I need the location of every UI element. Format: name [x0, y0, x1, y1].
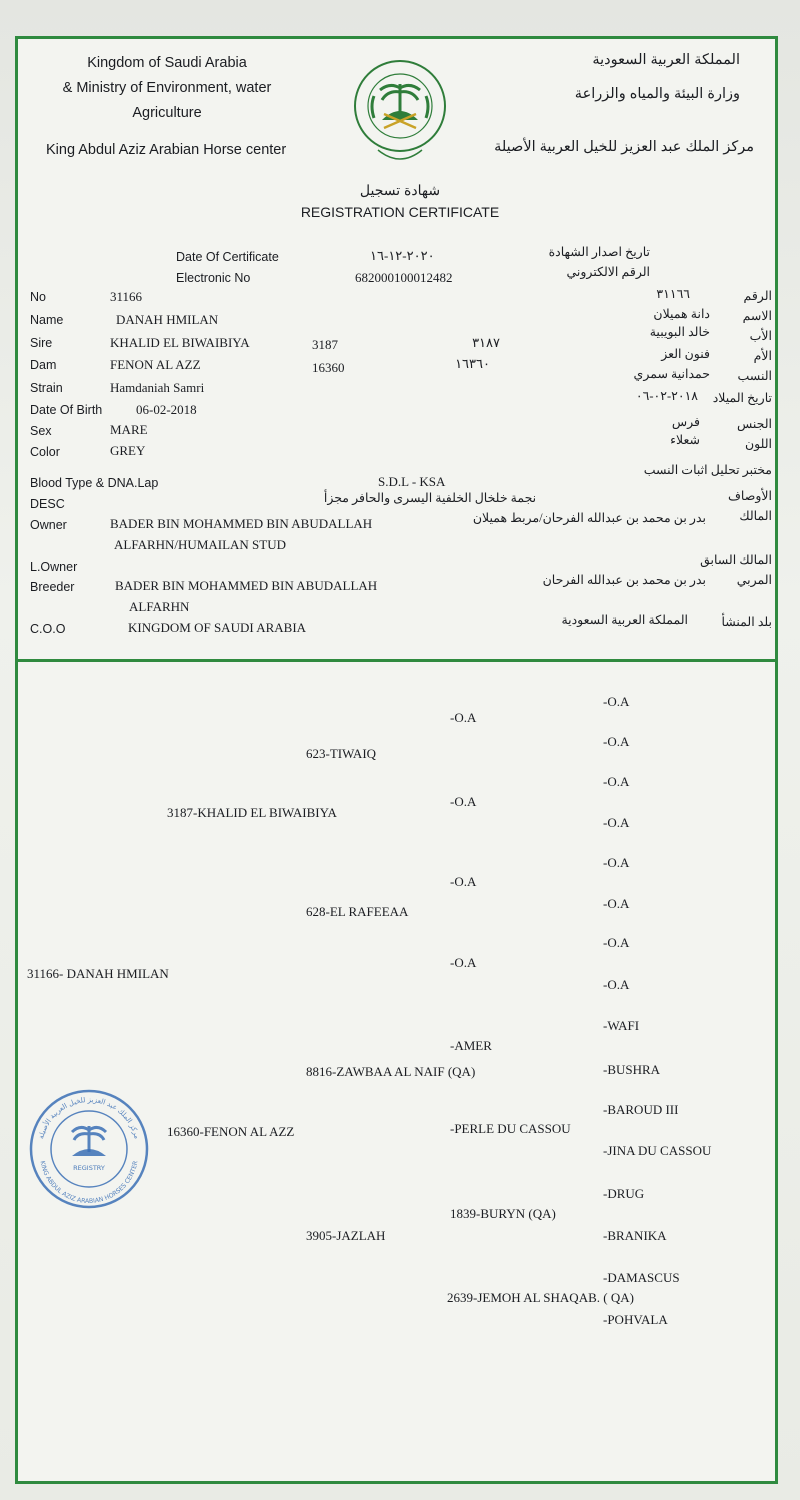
- pedigree-gen4-4: -O.A: [603, 815, 630, 830]
- date-of-certificate-label-ar: تاريخ اصدار الشهادة: [548, 245, 650, 259]
- owner-label: Owner: [30, 518, 67, 532]
- name-value: DANAH HMILAN: [116, 312, 219, 327]
- pedigree-gen4-10: -BUSHRA: [603, 1062, 661, 1077]
- pedigree-sire: 3187-KHALID EL BIWAIBIYA: [167, 805, 337, 820]
- pedigree-gen3-3: -O.A: [450, 874, 477, 889]
- no-value-ar: ٣١١٦٦: [656, 287, 690, 301]
- electronic-no-label-ar: الرقم الالكتروني: [566, 265, 650, 279]
- owner-value-line-1: BADER BIN MOHAMMED BIN ABUDALLAH: [110, 516, 373, 531]
- title-arabic: شهادة تسجيل: [359, 182, 441, 198]
- pedigree-gen3-1: -O.A: [450, 710, 477, 725]
- header-left-line-1: Kingdom of Saudi Arabia: [87, 55, 247, 71]
- electronic-no-value: 682000100012482: [355, 270, 453, 285]
- sire-value-ar: خالد البويبية: [649, 325, 710, 339]
- pedigree-gen4-12: -JINA DU CASSOU: [603, 1143, 712, 1158]
- desc-label-ar: الأوصاف: [727, 489, 772, 503]
- pedigree-gen4-16: -POHVALA: [603, 1312, 668, 1327]
- pedigree-gen4-7: -O.A: [603, 935, 630, 950]
- sex-label-ar: الجنس: [736, 417, 772, 431]
- strain-value: Hamdaniah Samri: [110, 380, 205, 395]
- electronic-no-label: Electronic No: [176, 271, 251, 285]
- pedigree-gen3-8: 2639-JEMOH AL SHAQAB. ( QA): [447, 1290, 634, 1305]
- coo-label: C.O.O: [30, 622, 66, 636]
- pedigree-gen3-6: -PERLE DU CASSOU: [450, 1121, 571, 1136]
- color-value: GREY: [110, 443, 146, 458]
- sire-label-ar: الأب: [749, 329, 772, 343]
- breeder-value-ar: بدر بن محمد بن عبدالله الفرحان: [542, 573, 706, 587]
- blood-type-label: Blood Type & DNA.Lap: [30, 476, 159, 490]
- title-english: REGISTRATION CERTIFICATE: [300, 204, 500, 220]
- dob-value-ar: ٢٠١٨-٠٢-٠٦: [635, 389, 698, 403]
- dam-value: FENON AL AZZ: [110, 357, 201, 372]
- pedigree-gen4-6: -O.A: [603, 896, 630, 911]
- dam-label-ar: الأم: [753, 349, 772, 363]
- pedigree-subject: 31166- DANAH HMILAN: [27, 966, 169, 981]
- date-of-certificate-label: Date Of Certificate: [176, 250, 279, 264]
- header-left-line-4: King Abdul Aziz Arabian Horse center: [46, 142, 287, 158]
- pedigree-gen4-5: -O.A: [603, 855, 630, 870]
- no-value: 31166: [110, 289, 143, 304]
- blood-type-label-ar: مختبر تحليل اثبات النسب: [643, 463, 772, 477]
- pedigree-gen3-2: -O.A: [450, 794, 477, 809]
- strain-label: Strain: [30, 381, 63, 395]
- breeder-value-line-1: BADER BIN MOHAMMED BIN ABUDALLAH: [115, 578, 378, 593]
- breeder-label-ar: المربي: [736, 573, 772, 587]
- pedigree-gen3-7: 1839-BURYN (QA): [450, 1206, 556, 1221]
- color-label-ar: اللون: [744, 437, 772, 451]
- pedigree-gen4-15: -DAMASCUS: [603, 1270, 680, 1285]
- ministry-emblem-logo: [350, 56, 450, 176]
- sire-value: KHALID EL BIWAIBIYA: [110, 335, 250, 350]
- coo-value: KINGDOM OF SAUDI ARABIA: [128, 620, 307, 635]
- owner-label-ar: المالك: [739, 509, 772, 523]
- pedigree-gen2-3: 8816-ZAWBAA AL NAIF (QA): [306, 1064, 476, 1079]
- pedigree-gen4-14: -BRANIKA: [603, 1228, 667, 1243]
- dam-number-ar: ١٦٣٦٠: [455, 356, 490, 371]
- pedigree-gen2-1: 623-TIWAIQ: [306, 746, 377, 761]
- strain-value-ar: حمدانية سمري: [633, 367, 710, 381]
- owner-value-ar: بدر بن محمد بن عبدالله الفرحان/مربط هميلان: [472, 511, 706, 525]
- name-label-ar: الاسم: [742, 309, 772, 323]
- sire-label: Sire: [30, 336, 53, 350]
- blood-type-value: S.D.L - KSA: [378, 474, 446, 489]
- l-owner-label: L.Owner: [30, 560, 78, 574]
- color-value-ar: شعلاء: [670, 433, 700, 447]
- desc-value: نجمة خلخال الخلفية اليسرى والحافر مجزأ: [323, 491, 537, 505]
- sex-value: MARE: [110, 422, 148, 437]
- stamp-center-text: REGISTRY: [73, 1164, 105, 1172]
- strain-label-ar: النسب: [737, 369, 772, 383]
- pedigree-gen4-9: -WAFI: [603, 1018, 640, 1033]
- dob-value: 06-02-2018: [136, 402, 197, 417]
- pedigree-gen2-4: 3905-JAZLAH: [306, 1228, 386, 1243]
- coo-value-ar: المملكة العربية السعودية: [561, 613, 688, 627]
- pedigree-dam: 16360-FENON AL AZZ: [167, 1124, 295, 1139]
- pedigree-gen4-13: -DRUG: [603, 1186, 645, 1201]
- header-left-line-2: & Ministry of Environment, water: [62, 80, 272, 96]
- header-right-line-2: وزارة البيئة والمياه والزراعة: [574, 86, 740, 102]
- dob-label: Date Of Birth: [30, 403, 103, 417]
- pedigree-gen2-2: 628-EL RAFEEAA: [306, 904, 409, 919]
- name-label: Name: [30, 313, 64, 327]
- header-right-line-1: المملكة العربية السعودية: [592, 52, 740, 68]
- pedigree-gen4-2: -O.A: [603, 734, 630, 749]
- pedigree-gen3-5: -AMER: [450, 1038, 492, 1053]
- coo-label-ar: بلد المنشأ: [721, 615, 772, 629]
- pedigree-gen4-11: -BAROUD III: [603, 1102, 679, 1117]
- header-right-line-3: مركز الملك عبد العزيز للخيل العربية الأصيلة: [494, 139, 754, 155]
- name-value-ar: دانة هميلان: [653, 307, 710, 321]
- dam-label: Dam: [30, 358, 57, 372]
- stamp-ring-english: KING ABDUL AZIZ ARABIAN HORSES CENTER: [38, 1160, 140, 1206]
- desc-label: DESC: [30, 497, 65, 511]
- sex-value-ar: فرس: [671, 415, 700, 429]
- date-of-certificate-value: ٢٠٢٠-١٢-١٦: [370, 248, 435, 263]
- pedigree-gen3-4: -O.A: [450, 955, 477, 970]
- header-left-line-3: Agriculture: [132, 105, 202, 121]
- sire-number-ar: ٣١٨٧: [472, 335, 500, 350]
- l-owner-label-ar: المالك السابق: [700, 553, 772, 567]
- registry-stamp: [28, 1088, 150, 1210]
- section-divider: [15, 659, 778, 662]
- sire-number: 3187: [312, 337, 338, 352]
- breeder-label: Breeder: [30, 580, 75, 594]
- owner-value-line-2: ALFARHN/HUMAILAN STUD: [114, 537, 287, 552]
- sex-label: Sex: [30, 424, 52, 438]
- no-label-ar: الرقم: [743, 289, 772, 303]
- stamp-ring-arabic: مركز الملك عبد العزيز للخيل العربية الأصيلة: [37, 1095, 141, 1140]
- dam-value-ar: فنون العز: [661, 347, 710, 361]
- dob-label-ar: تاريخ الميلاد: [712, 391, 772, 405]
- pedigree-gen4-1: -O.A: [603, 694, 630, 709]
- dam-number: 16360: [312, 360, 345, 375]
- pedigree-gen4-3: -O.A: [603, 774, 630, 789]
- color-label: Color: [30, 445, 60, 459]
- pedigree-gen4-8: -O.A: [603, 977, 630, 992]
- no-label: No: [30, 290, 46, 304]
- breeder-value-line-2: ALFARHN: [129, 599, 190, 614]
